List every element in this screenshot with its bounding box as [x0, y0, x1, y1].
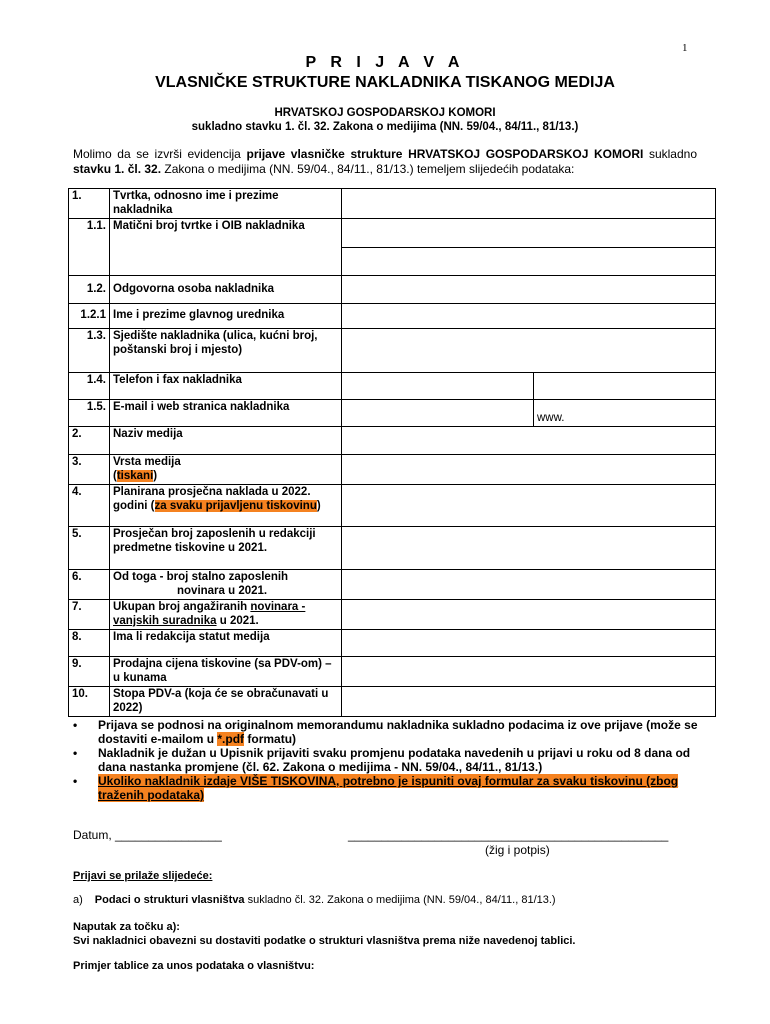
- row-number: 5.: [69, 527, 110, 570]
- media-name-field[interactable]: [342, 427, 716, 455]
- web-prefix: www.: [537, 411, 565, 424]
- oib-field[interactable]: [342, 248, 716, 276]
- highlight-print: tiskani: [116, 469, 154, 482]
- row-label: Prodajna cijena tiskovine (sa PDV-om) – u kunama: [110, 657, 342, 687]
- table-row: [69, 687, 716, 717]
- document-subtitle: VLASNIČKE STRUKTURE NAKLADNIKA TISKANOG MEDIJA: [155, 74, 615, 91]
- bullet-item: • Prijava se podnosi na originalnom memorandumu nakladnika sukladno podacima iz ove prijave (može se dostaviti e-mailom u *.pdf formatu): [73, 718, 698, 746]
- table-row: [69, 630, 716, 657]
- signature-caption: (žig i potpis): [485, 843, 550, 857]
- row-number: 2.: [69, 427, 110, 455]
- vat-rate-field[interactable]: [342, 687, 716, 717]
- addressee: HRVATSKOJ GOSPODARSKOJ KOMORI: [274, 107, 496, 119]
- statute-field[interactable]: [342, 630, 716, 657]
- row-label: Od toga - broj stalno zaposlenih novinara u 2021.: [110, 570, 342, 600]
- bullet-item: • Nakladnik je dužan u Upisnik prijaviti svaku promjenu podataka navedenih u prijavi u roku od 8 dana od dana nastanka promjene (čl. 62. Zakona o medijima - NN. 59/04., 84/11., 81/13.): [73, 746, 691, 774]
- table-row: [69, 527, 716, 570]
- attachment-item-a: a) Podaci o strukturi vlasništva sukladno čl. 32. Zakona o medijima (NN. 59/04., 84/11., 81/13.): [73, 894, 556, 906]
- row-label: Ime i prezime glavnog urednika: [110, 304, 342, 329]
- fax-field[interactable]: [534, 373, 716, 400]
- table-row: [69, 219, 716, 248]
- row-number: 1.2.1: [69, 304, 110, 329]
- row-label: Stopa PDV-a (koja će se obračunavati u 2022): [110, 687, 342, 717]
- registration-form-table: [68, 188, 716, 717]
- publisher-name-field[interactable]: [342, 189, 716, 219]
- staff-journalists-field[interactable]: [342, 570, 716, 600]
- row-label: Odgovorna osoba nakladnika: [110, 276, 342, 304]
- row-number: 1.5.: [69, 400, 110, 427]
- row-number: 4.: [69, 485, 110, 527]
- legal-basis: sukladno stavku 1. čl. 32. Zakona o medijima (NN. 59/04., 84/11., 81/13.): [191, 121, 579, 133]
- table-row: [69, 189, 716, 219]
- table-row: [69, 570, 716, 600]
- date-line[interactable]: Datum, ________________: [73, 828, 222, 842]
- row-number: 1.1.: [69, 219, 110, 276]
- bullet-glyph: •: [73, 746, 78, 760]
- address-field[interactable]: [342, 329, 716, 373]
- row-label: Vrsta medija (tiskani): [110, 455, 342, 485]
- row-label: Naziv medija: [110, 427, 342, 455]
- row-label: Sjedište nakladnika (ulica, kućni broj, poštanski broj i mjesto): [110, 329, 342, 373]
- price-field[interactable]: [342, 657, 716, 687]
- row-number: 3.: [69, 455, 110, 485]
- table-row: [69, 276, 716, 304]
- row-label: Prosječan broj zaposlenih u redakciji predmetne tiskovine u 2021.: [110, 527, 342, 570]
- row-number: 10.: [69, 687, 110, 717]
- row-number: 8.: [69, 630, 110, 657]
- example-table-title: Primjer tablice za unos podataka o vlasništvu:: [73, 960, 315, 972]
- table-row: [69, 485, 716, 527]
- bullet-item: [73, 774, 713, 802]
- table-row: [69, 373, 716, 400]
- document-title: P R I J A V A: [305, 54, 465, 71]
- intro-paragraph: Molimo da se izvrši evidencija prijave vlasničke strukture HRVATSKOJ GOSPODARSKOJ KOMORI sukladno stavku 1. čl. 32. Zakona o medijima (NN. 59/04., 84/11., 81/13.) temeljem slijedećih podataka:: [73, 147, 697, 176]
- bullet-glyph: •: [73, 718, 78, 732]
- signature-line[interactable]: ________________________________________________: [348, 828, 669, 842]
- table-row: [69, 657, 716, 687]
- editor-name-field[interactable]: [342, 304, 716, 329]
- row-number: 1.4.: [69, 373, 110, 400]
- row-number: 1.3.: [69, 329, 110, 373]
- row-label: E-mail i web stranica nakladnika: [110, 400, 342, 427]
- row-label: Matični broj tvrtke i OIB nakladnika: [110, 219, 342, 276]
- freelancers-field[interactable]: [342, 600, 716, 630]
- highlight-pdf: *.pdf: [217, 732, 245, 746]
- row-label: Ima li redakcija statut medija: [110, 630, 342, 657]
- highlight-each-publication: za svaku prijavljenu tiskovinu: [154, 499, 317, 512]
- row-number: 9.: [69, 657, 110, 687]
- row-label: Planirana prosječna naklada u 2022. godini (za svaku prijavljenu tiskovinu): [110, 485, 342, 527]
- responsible-person-field[interactable]: [342, 276, 716, 304]
- table-row: [69, 600, 716, 630]
- page-number: 1: [682, 42, 688, 54]
- email-field[interactable]: [342, 400, 534, 427]
- website-field[interactable]: [534, 400, 716, 427]
- row-label: Ukupan broj angažiranih novinara - vanjskih suradnika u 2021.: [110, 600, 342, 630]
- phone-field[interactable]: [342, 373, 534, 400]
- highlight-multiple-publications: Ukoliko nakladnik izdaje VIŠE TISKOVINA, potrebno je ispuniti ovaj formular za svaku tiskovinu (zbog traženih podataka): [98, 774, 679, 802]
- employees-field[interactable]: [342, 527, 716, 570]
- attachments-title: Prijavi se prilaže slijedeće:: [73, 870, 213, 882]
- row-number: 1.2.: [69, 276, 110, 304]
- table-row: [69, 304, 716, 329]
- table-row: [69, 400, 716, 427]
- registration-number-field[interactable]: [342, 219, 716, 248]
- circulation-field[interactable]: [342, 485, 716, 527]
- row-number: 1.: [69, 189, 110, 219]
- row-number: 7.: [69, 600, 110, 630]
- row-label: Telefon i fax nakladnika: [110, 373, 342, 400]
- row-label: Tvrtka, odnosno ime i prezime nakladnika: [110, 189, 342, 219]
- bullet-glyph: •: [73, 774, 78, 788]
- table-row: [69, 329, 716, 373]
- table-row: [69, 455, 716, 485]
- table-row: [69, 427, 716, 455]
- media-type-field[interactable]: [342, 455, 716, 485]
- row-number: 6.: [69, 570, 110, 600]
- instructions: Naputak za točku a): Svi nakladnici obavezni su dostaviti podatke o strukturi vlasništva prema niže navedenoj tablici.: [73, 921, 576, 947]
